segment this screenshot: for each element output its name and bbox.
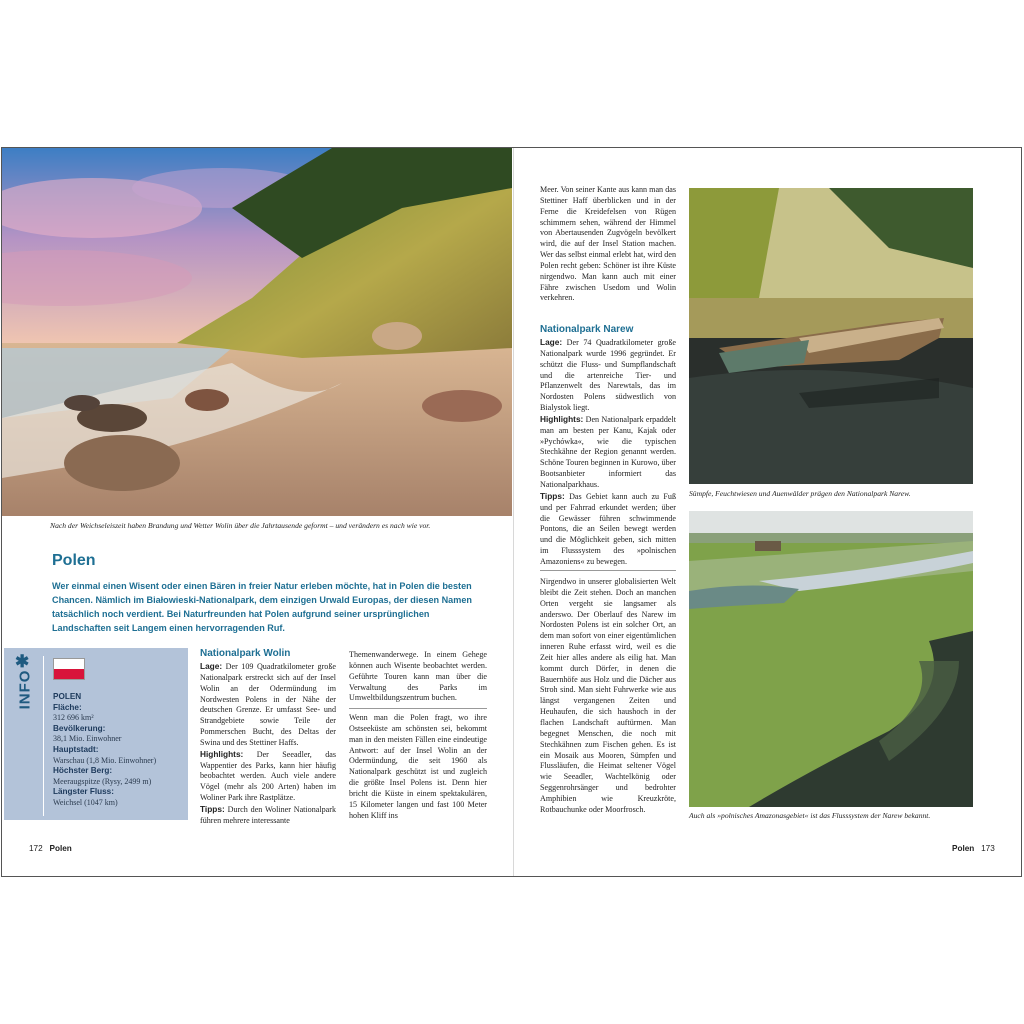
column-2-rule — [349, 708, 487, 709]
label-highlights: Highlights: — [540, 413, 584, 424]
text-tipps: Das Gebiet kann auch zu Fuß und per Fahrrad erkundet werden; über die Gewässer führen schwimmende Pontons, die an Seilen bewegt werden und die Möglichkeit geben, sich mitten im Flusssystem des »polnischen Amazoniens« zu bewegen. — [540, 491, 676, 566]
running-title: Polen — [952, 844, 975, 853]
info-box — [4, 648, 188, 820]
column-2-lower — [349, 713, 487, 821]
heading-wolin: Nationalpark Wolin — [200, 648, 291, 659]
river-photo-caption: Auch als »polnisches Amazonasgebiet« ist das Flusssystem der Narew bekannt. — [689, 811, 931, 820]
fact-value: Warschau (1,8 Mio. Einwohner) — [53, 755, 157, 765]
info-divider — [43, 656, 44, 816]
label-tipps: Tipps: — [200, 803, 225, 814]
column-2 — [349, 650, 487, 704]
text-highlights: Den Nationalpark erpaddelt man am besten per Kanu, Kajak oder »Pychówka«, wie die typischen Stechkähne der Region genannt werden. Schöne Touren beginnen in Kurowo, über Bootsanbieter informiert das Nationalparkhaus. — [540, 414, 676, 489]
page-number-left — [29, 844, 72, 853]
page-title: Polen — [52, 552, 96, 569]
river-photo — [689, 511, 973, 807]
fact-label: Höchster Berg: — [53, 766, 113, 776]
fact-label: Längster Fluss: — [53, 787, 114, 797]
column-narew-facts — [540, 323, 676, 568]
fact-label: Fläche: — [53, 702, 82, 712]
text-lage: Der 109 Quadratkilometer große Nationalpark erstreckt sich auf der Insel Wolin an der Odermündung im Nordwesten Polens in der Nähe der deutschen Grenze. Er umfasst See- und Strandgebiete sowie Teile der Pommerschen Bucht, des Deltas der Swina und des Stettiner Haffs. — [200, 662, 336, 747]
coast-photo-caption: Nach der Weichseleiszeit haben Brandung und Wetter Wolin über die Jahrtausende geformt – und verändern es nach wie vor. — [50, 521, 431, 530]
page-number: 172 — [29, 844, 43, 853]
asterisk-icon: ✱ — [15, 652, 30, 671]
fact-label: Bevölkerung: — [53, 723, 106, 733]
label-highlights: Highlights: — [200, 748, 244, 759]
page-number-right — [952, 844, 995, 853]
column-3-rule — [540, 570, 676, 571]
gutter — [513, 148, 514, 876]
col2-paragraph-1: Themenwanderwege. In einem Gehege können auch Wisente beobachtet werden. Geführte Touren kann man über die Verwaltung des Parks im Umweltbildungszentrum buchen. — [349, 650, 487, 703]
col3-paragraph-1: Meer. Von seiner Kante aus kann man das Stettiner Haff überblicken und in der Ferne die Kreidefelsen von Rügen schimmern sehen, während der Himmel von Abertausenden Zugvögeln bevölkert wird, die auf der Insel Station machen. Wer das selbst einmal erlebt hat, wird den Polen recht geben: Schöner ist ihre Küste nirgendwo. Man kann auch mit einer Fähre zwischen Usedom und Wolin verkehren. — [540, 185, 676, 303]
running-title: Polen — [49, 844, 72, 853]
label-lage: Lage: — [540, 337, 563, 347]
info-label: INFO — [16, 669, 34, 709]
fact-value: Meeraugspitze (Rysy, 2499 m) — [53, 776, 152, 786]
col2-paragraph-2: Wenn man die Polen fragt, wo ihre Ostseeküste am schönsten sei, bekommt man in den meisten Fällen eine eindeutige Antwort: auf der Insel Wolin an der Odermündung, die seit 1960 als Nationalpark geschützt ist und zugleich die größte Insel Polens ist. Denn hier bricht die Küste in einem spektakulären, 15 Kilometer langen und fast 100 Meter hohen Kliff ins — [349, 713, 487, 820]
fact-value: Weichsel (1047 km) — [53, 797, 118, 807]
column-3 — [540, 185, 676, 304]
text-highlights: Der Seeadler, das Wappentier des Parks, kann hier häufig beobachtet werden. Auch viele andere Vögel (mehr als 200 Arten) haben im Woliner Park ihre Rastplätze. — [200, 749, 337, 803]
boats-photo-caption: Sümpfe, Feuchtwiesen und Auenwälder prägen den Nationalpark Narew. — [689, 489, 911, 498]
col3-paragraph-2: Nirgendwo in unserer globalisierten Welt bleibt die Zeit stehen. Doch an manchen Orten vergeht sie langsamer als anderswo. Der Oberlauf des Narew im Nordosten Polens ist ein solcher Ort, an dem man sofort von einer eigentümlichen inneren Ruhe erfasst wird, weil es die Zeit hier alles andere als eilig hat. Man kommt durch Dörfer, in denen die Bauernhöfe aus Holz und die Dächer aus Stroh sind. Man sieht Fuhrwerke wie aus längst vergangenen Zeiten und Heuhaufen, die sich haushoch in der flachen Landschaft auftürmen. Man begegnet Menschen, die noch mit Stechkähnen zum Fischen gehen. Es ist ein Mosaik aus Mooren, Sümpfen und Flussläufen, die Heimat seltener Vögel wie Seeadler, Wachtelkönig oder Seggenrohrsänger und bedrohter Amphibien wie Kreuzkröte, Rotbauchunke oder Moorfrosch. — [540, 577, 676, 814]
intro-paragraph: Wer einmal einen Wisent oder einen Bären in freier Natur erleben möchte, hat in Polen die besten Chancen. Nämlich im Białowieski-Nationalpark, dem einzigen Urwald Europas, der diesen Namen tatsächlich noch verdient. Bei Naturfreunden hat Polen aufgrund seiner ursprünglichen Landschaften seit Langem einen hervorragenden Ruf. — [52, 581, 472, 633]
text-tipps: Durch den Woliner Nationalpark führen mehrere interessante — [200, 804, 336, 825]
label-lage: Lage: — [200, 661, 223, 671]
info-country: POLEN — [53, 692, 82, 701]
poland-flag-icon — [53, 658, 85, 680]
text-lage: Der 74 Quadratkilometer große Nationalpark wurde 1996 gegründet. Er schützt die Fluss- und Sumpflandschaft und die artenreiche Tier- und Pflanzenwelt des Narewtals, das im Nordosten Polens südwestlich von Bialystok liegt. — [540, 338, 676, 413]
heading-narew: Nationalpark Narew — [540, 324, 634, 335]
boats-photo — [689, 188, 973, 484]
coast-photo — [2, 148, 512, 516]
info-facts — [53, 692, 183, 809]
fact-value: 38,1 Mio. Einwohner — [53, 734, 122, 744]
fact-label: Hauptstadt: — [53, 744, 99, 754]
book-spread — [1, 147, 1022, 877]
column-3-lower — [540, 577, 676, 816]
page-number: 173 — [981, 844, 995, 853]
column-wolin — [200, 647, 336, 827]
label-tipps: Tipps: — [540, 490, 565, 501]
fact-value: 312 696 km² — [53, 713, 94, 723]
